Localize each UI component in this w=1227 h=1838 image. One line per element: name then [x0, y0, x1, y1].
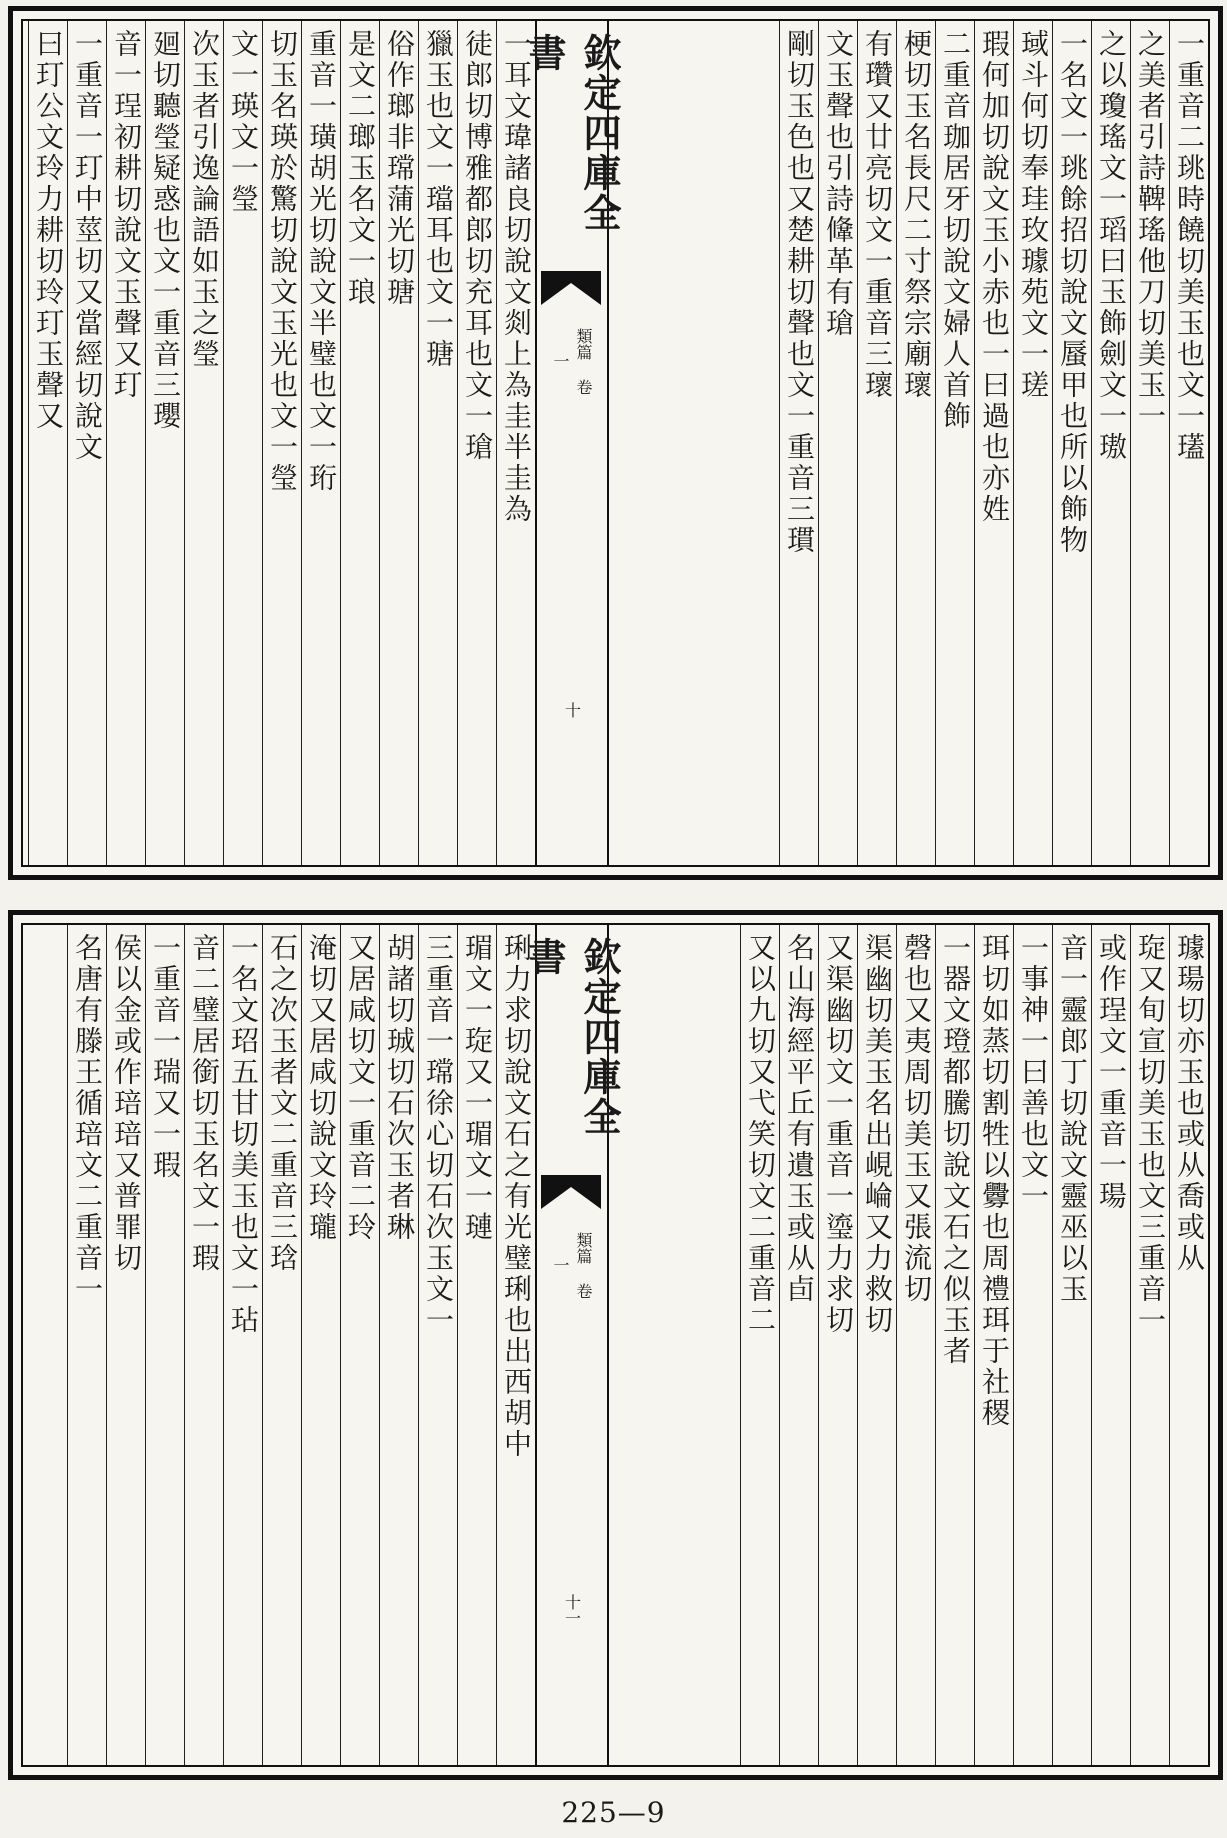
text-column: 有瓚又廿亮切文一重音三瓌 [857, 21, 896, 865]
leaf-number: 十 [562, 702, 582, 718]
fishtail-mark-icon [541, 1175, 601, 1209]
fishtail-mark-icon [541, 271, 601, 305]
text-column: 一事神一曰善也文一 [1013, 925, 1052, 1765]
page-number: 225—9 [561, 1796, 666, 1829]
text-column: 侯以金或作琣琣又普罪切 [106, 925, 145, 1765]
text-column: 重音一璜胡光切說文半璧也文一珩 [301, 21, 340, 865]
text-column: 剛切玉色也又楚耕切聲也文一重音三瑻 [779, 21, 818, 865]
bottom-centre-fold [522, 925, 622, 1765]
text-column: 廻切聽瑩疑惑也文一重音三瓔 [145, 21, 184, 865]
text-column: 又以九切又弋笑切文二重音二 [740, 925, 779, 1765]
text-column: 胡諸切珹切石次玉者琳 [379, 925, 418, 1765]
bottom-page-frame [8, 910, 1223, 1780]
text-column: 一重音一瑞又一瑕 [145, 925, 184, 1765]
top-page-inner-border [21, 19, 1210, 867]
top-left-half [23, 21, 535, 865]
text-column: 渠幽切美玉名出峴崘又力救切 [857, 925, 896, 1765]
text-column: 璩瑒切亦玉也或从喬或从 [1169, 925, 1208, 1765]
text-column: 文一瑛文一瑩 [223, 21, 262, 865]
chapter-label: 類篇 卷一 [551, 1231, 593, 1299]
chapter-label: 類篇 卷一 [551, 327, 593, 395]
text-column: 一器文璒都騰切說文石之似玉者 [935, 925, 974, 1765]
text-column: 音一珵初耕切說文玉聲又玎 [106, 21, 145, 865]
text-column: 一重音一玎中莖切又當經切說文 [67, 21, 106, 865]
text-column: 珥切如蒸切割牲以釁也周禮珥于社稷 [974, 925, 1013, 1765]
text-column: 琙斗何切奉珪玫璩苑文一瑳 [1013, 21, 1052, 865]
text-column: 一重音二珧時饒切美玉也文一瓂 [1169, 21, 1208, 865]
top-right-half [779, 21, 1208, 865]
text-column: 琁又旬宣切美玉也文三重音一 [1130, 925, 1169, 1765]
top-centre-fold [522, 21, 622, 865]
text-column: 瑂文一琁又一瑂文一璉 [457, 925, 496, 1765]
leaf-number: 十一 [562, 1594, 582, 1626]
text-column: 梗切玉名長尺二寸祭宗廟瓌 [896, 21, 935, 865]
text-column: 獵玉也文一璫耳也文一瑭 [418, 21, 457, 865]
bottom-page-inner-border [21, 923, 1210, 1767]
text-column: 石之次玉者文二重音三琀 [262, 925, 301, 1765]
text-column: 切玉名瑛於驚切說文玉光也文一瑩 [262, 21, 301, 865]
text-column: 之以瓊瑤文一瑫曰玉飾劍文一璈 [1091, 21, 1130, 865]
text-column: 瑕何加切說文玉小赤也一曰過也亦姓 [974, 21, 1013, 865]
text-column: 是文二瑯玉名文一琅 [340, 21, 379, 865]
top-page-frame [8, 6, 1223, 880]
text-column: 次玉者引逸論語如玉之瑩 [184, 21, 223, 865]
text-column: 之美者引詩鞞瑤他刀切美玉一 [1130, 21, 1169, 865]
book-title: 欽定四庫全書 [522, 937, 622, 1137]
bottom-right-half [740, 925, 1208, 1765]
text-column: 音二璧居銜切玉名文一瑕 [184, 925, 223, 1765]
text-column: 琍力求切說文石之有光璧琍也出西胡中 [496, 925, 535, 1765]
text-column: 三重音一瑺徐心切石次玉文一 [418, 925, 457, 1765]
text-column: 文玉聲也引詩鞗革有瑲 [818, 21, 857, 865]
bottom-left-half [23, 925, 535, 1765]
text-column: 二重音珈居牙切說文婦人首飾 [935, 21, 974, 865]
text-column: 淹切又居咸切說文玲瓏 [301, 925, 340, 1765]
text-column: 一名文玿五甘切美玉也文一玷 [223, 925, 262, 1765]
text-column: 曰玎公文玲力耕切玲玎玉聲又 [28, 21, 67, 865]
book-title: 欽定四庫全書 [522, 33, 622, 233]
text-column: 俗作瑯非瑺蒲光切瑭 [379, 21, 418, 865]
text-column: 名山海經平丘有遺玉或从卣 [779, 925, 818, 1765]
text-column: 徒郎切博雅都郎切充耳也文一瑲 [457, 21, 496, 865]
text-column: 又居咸切文一重音二玲 [340, 925, 379, 1765]
text-column: 名唐有滕王循琣文二重音一 [67, 925, 106, 1765]
text-column: 一名文一珧餘招切說文蜃甲也所以飾物 [1052, 21, 1091, 865]
text-column: 又渠幽切文一重音一瑬力求切 [818, 925, 857, 1765]
text-column: 一耳文瑋諸良切說文剡上為圭半圭為 [496, 21, 535, 865]
text-column: 音一靈郎丁切說文靈巫以玉 [1052, 925, 1091, 1765]
text-column: 磬也又夷周切美玉又張流切 [896, 925, 935, 1765]
text-column: 或作珵文一重音一瑒 [1091, 925, 1130, 1765]
